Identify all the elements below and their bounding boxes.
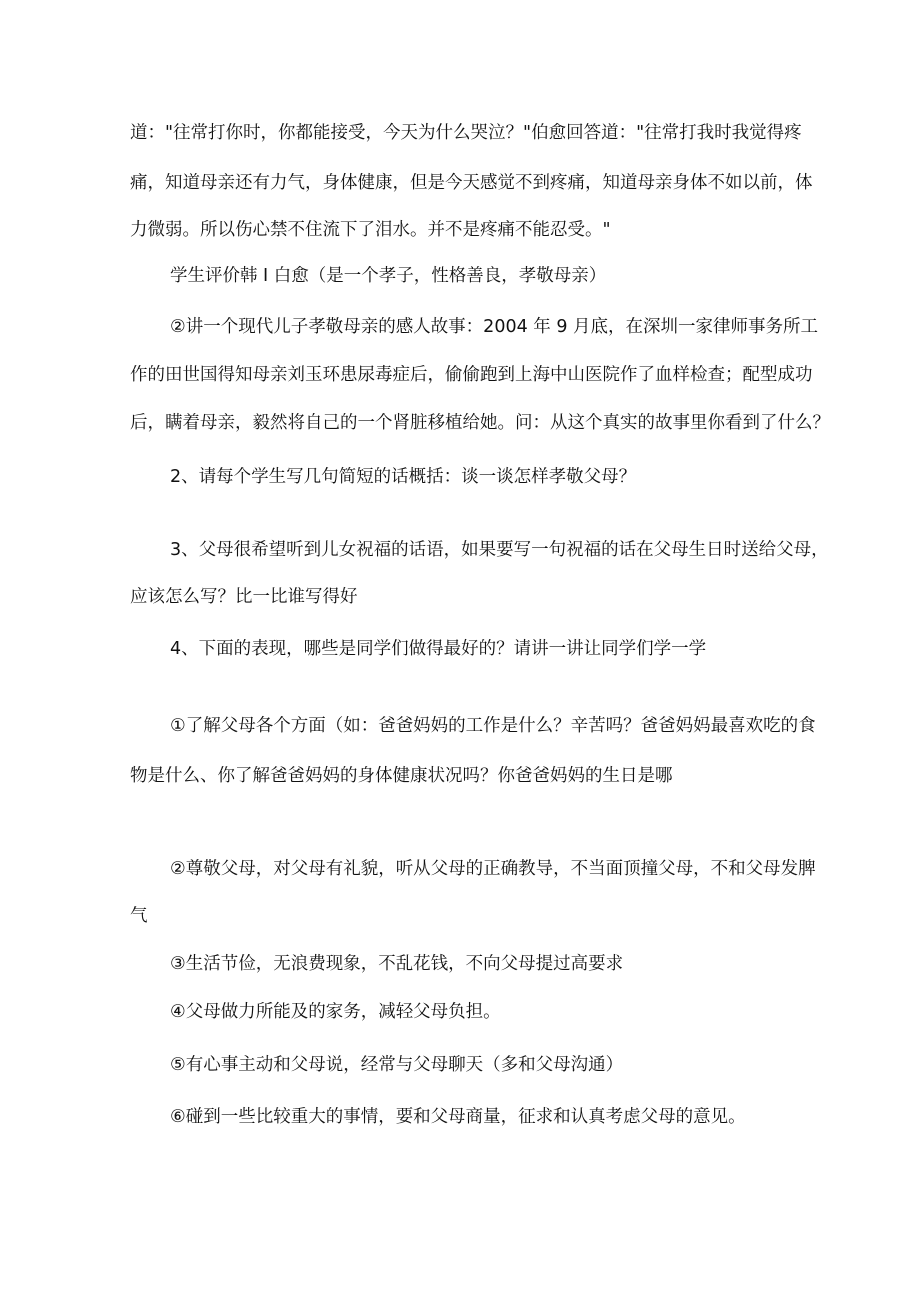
item-5-line: ⑤有心事主动和父母说，经常与父母聊天（多和父母沟通） xyxy=(170,1055,624,1075)
modern-story-line-2: 作的田世国得知母亲刘玉环患尿毒症后，偷偷跑到上海中山医院作了血样检查；配型成功 xyxy=(130,365,813,385)
task-3-line-2: 应该怎么写？比一比谁写得好 xyxy=(130,587,358,607)
student-evaluation-line: 学生评价韩 I 白愈（是一个孝子，性格善良，孝敬母亲） xyxy=(170,266,607,286)
modern-story-line-1: ②讲一个现代儿子孝敬母亲的感人故事：2004 年 9 月底，在深圳一家律师事务所工 xyxy=(170,317,819,337)
story-dialogue-line-3: 力微弱。所以伤心禁不住流下了泪水。并不是疼痛不能忍受。" xyxy=(130,220,611,240)
task-3-line-1: 3、父母很希望听到儿女祝福的话语，如果要写一句祝福的话在父母生日时送给父母， xyxy=(170,540,829,560)
story-dialogue-line-2: 痛，知道母亲还有力气，身体健康，但是今天感觉不到疼痛，知道母亲身体不如以前，体 xyxy=(130,173,813,193)
item-4-line: ④父母做力所能及的家务，减轻父母负担。 xyxy=(170,1002,501,1022)
story-dialogue-line-1: 道："往常打你时，你都能接受，今天为什么哭泣？"伯愈回答道："往常打我时我觉得疼 xyxy=(130,123,802,143)
item-2-line-1: ②尊敬父母，对父母有礼貌，听从父母的正确教导，不当面顶撞父母，不和父母发脾 xyxy=(170,859,816,879)
item-6-line: ⑥碰到一些比较重大的事情，要和父母商量，征求和认真考虑父母的意见。 xyxy=(170,1107,746,1127)
task-4-line: 4、下面的表现，哪些是同学们做得最好的？请讲一讲让同学们学一学 xyxy=(170,639,707,659)
task-2-line: 2、请每个学生写几句简短的话概括：谈一谈怎样孝敬父母？ xyxy=(170,467,637,487)
item-1-line-2: 物是什么、你了解爸爸妈妈的身体健康状况吗？你爸爸妈妈的生日是哪 xyxy=(130,766,673,786)
item-3-line: ③生活节俭，无浪费现象，不乱花钱，不向父母提过高要求 xyxy=(170,954,624,974)
modern-story-line-3: 后，瞒着母亲，毅然将自己的一个肾脏移植给她。问：从这个真实的故事里你看到了什么？ xyxy=(130,413,830,433)
item-2-line-2: 气 xyxy=(130,906,148,926)
item-1-line-1: ①了解父母各个方面（如：爸爸妈妈的工作是什么？辛苦吗？爸爸妈妈最喜欢吃的食 xyxy=(170,716,816,736)
